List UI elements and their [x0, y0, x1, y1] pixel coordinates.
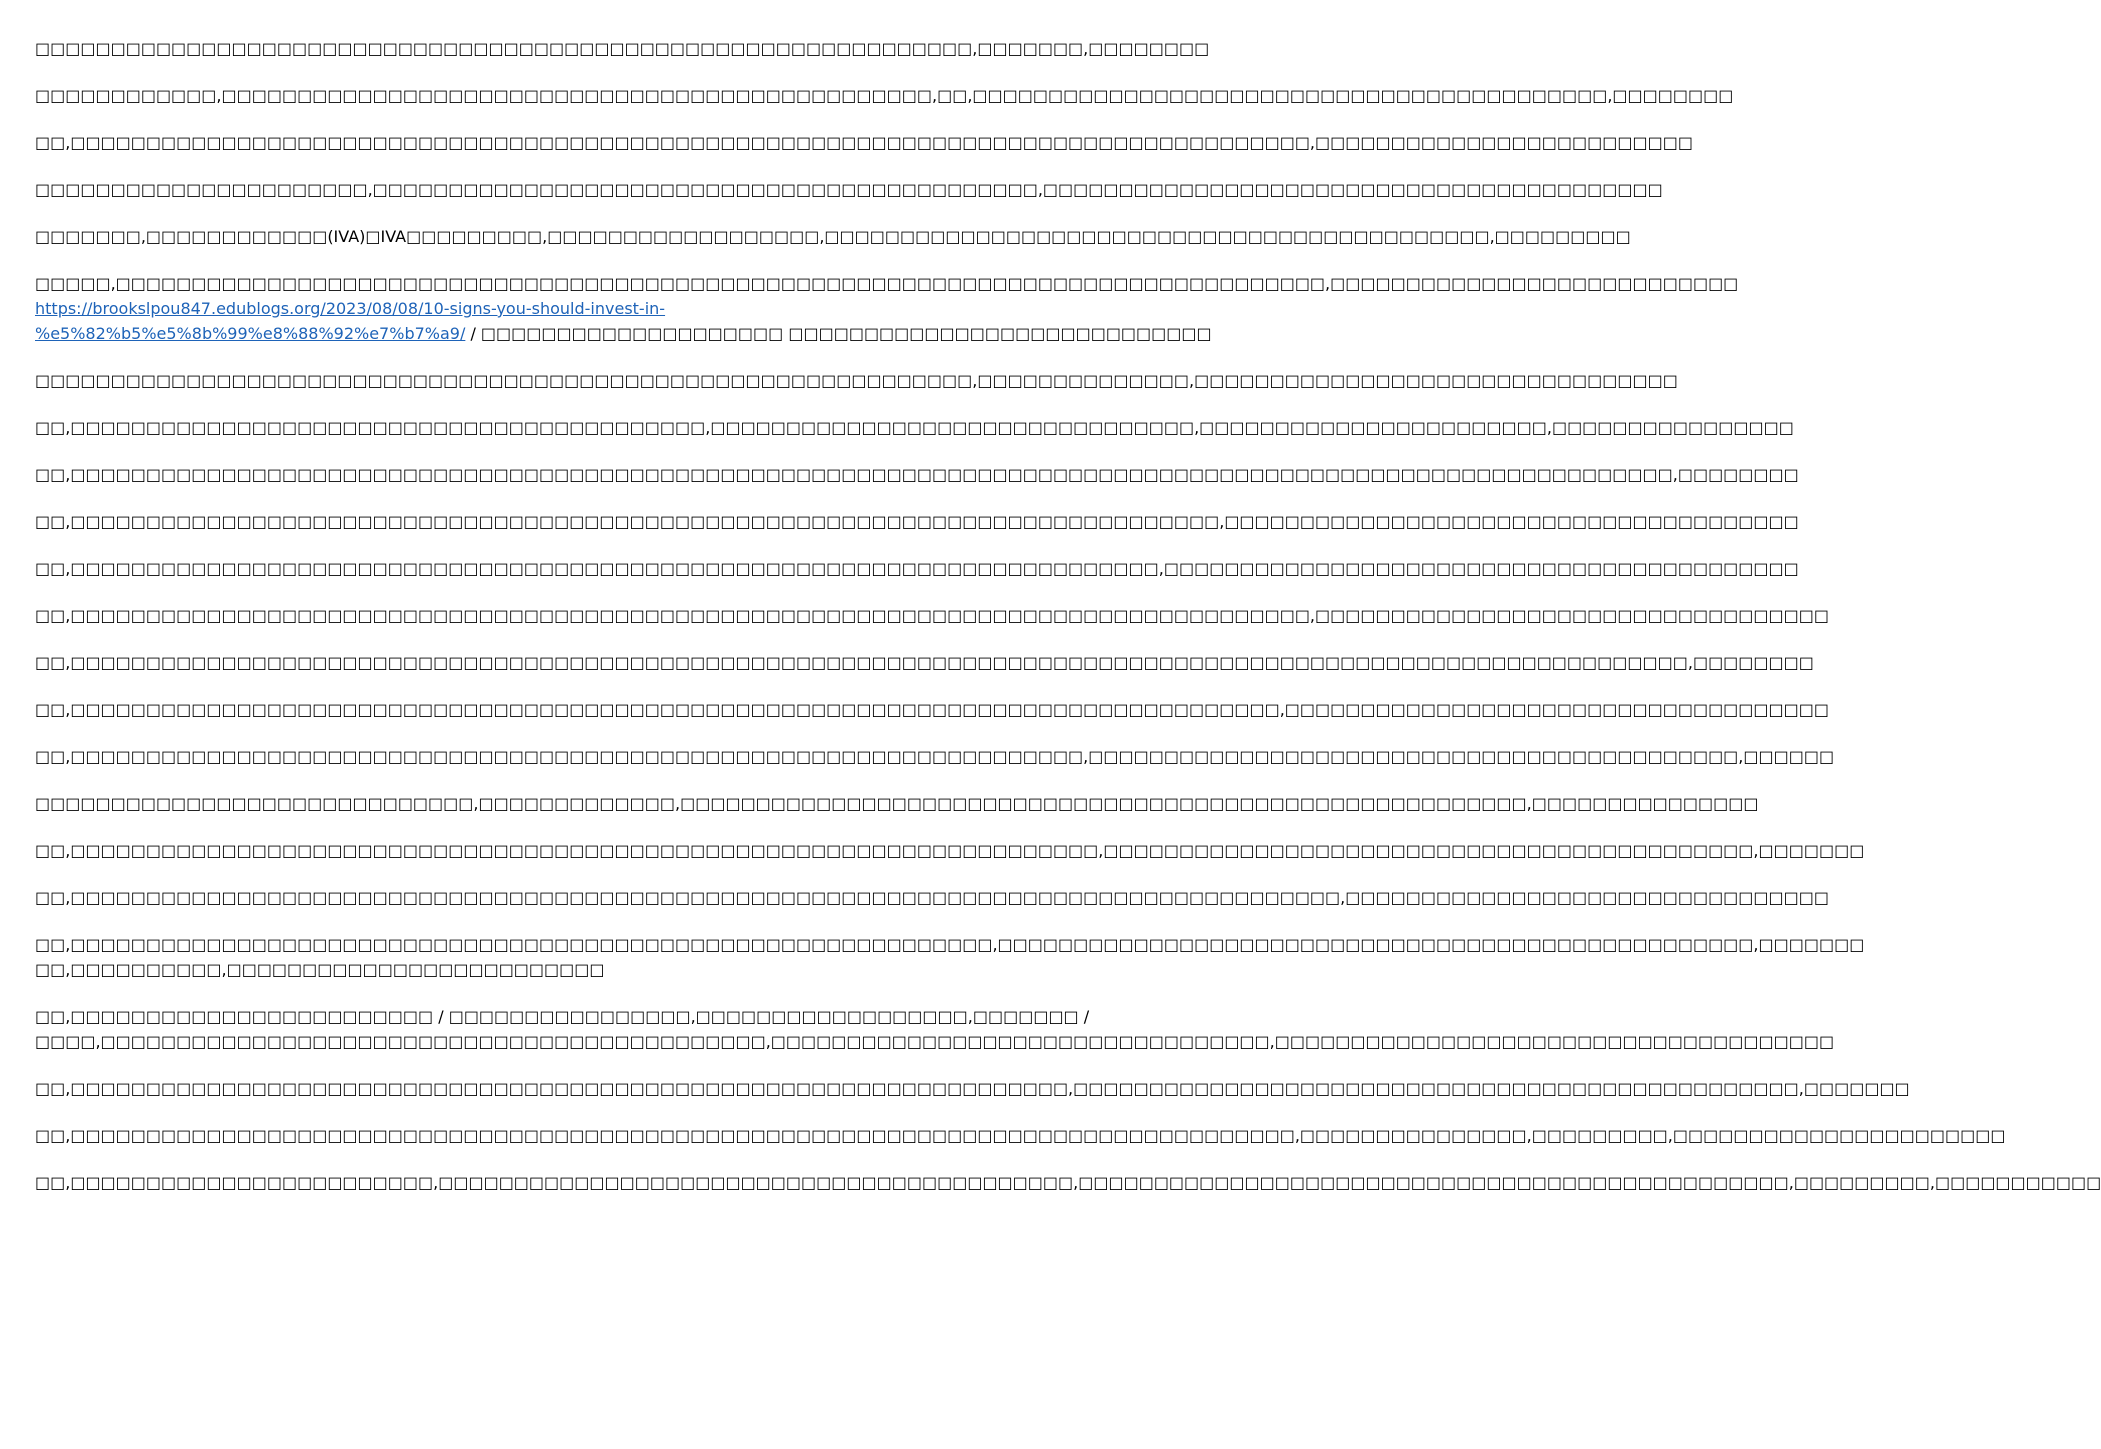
document-body: [35, 36, 2101, 1217]
paragraph-8: □□,□□□□□□□□□□□□□□□□□□□□□□□□□□□□□□□□□□□□□□□□□□,□□□□□□□□□□□□□□□□□□□□□□□□□□□□□□□□,□□□□□□□□□□□□□□□□□□□□□□□,□□□□□□□□□□□□□□□□: [35, 418, 1794, 437]
link-paragraph: [35, 271, 1739, 346]
article-link[interactable]: [35, 296, 990, 321]
paragraph-21: □□,□□□□□□□□□□□□□□□□□□□□□□□□□□□□□□□□□□□□□□□□□□□□□□□□□□□□□□□□□□□□□□□□□□,□□□□□□□□□□□□□□□□□□□□□□□□□□□□□□□□□□□□□□□□□□□□□□□□,□□□□□□□: [35, 1079, 1910, 1098]
paragraph-15: □□,□□□□□□□□□□□□□□□□□□□□□□□□□□□□□□□□□□□□□□□□□□□□□□□□□□□□□□□□□□□□□□□□□□□,□□□□□□□□□□□□□□□□□□□□□□□□□□□□□□□□□□□□□□□□□□□,□□□□□□: [35, 747, 1835, 766]
paragraph-12: □□,□□□□□□□□□□□□□□□□□□□□□□□□□□□□□□□□□□□□□□□□□□□□□□□□□□□□□□□□□□□□□□□□□□□□□□□□□□□□□□□□□□,□□□□□□□□□□□□□□□□□□□□□□□□□□□□□□□□□□: [35, 606, 1829, 625]
paragraph-9: □□,□□□□□□□□□□□□□□□□□□□□□□□□□□□□□□□□□□□□□□□□□□□□□□□□□□□□□□□□□□□□□□□□□□□□□□□□□□□□□□□□□□□□□□□□□□□□□□□□□□□□□□□□□□,□□□□□□□□: [35, 465, 1799, 484]
link-paragraph-prefix: □□□□□,□□□□□□□□□□□□□□□□□□□□□□□□□□□□□□□□□□□□□□□□□□□□□□□□□□□□□□□□□□□□□□□□□□□□□□□□□□□□□□□□,□□□□□□□□□□□□□□□□□□□□□□□□□□□: [35, 274, 1739, 293]
paragraph-10: □□,□□□□□□□□□□□□□□□□□□□□□□□□□□□□□□□□□□□□□□□□□□□□□□□□□□□□□□□□□□□□□□□□□□□□□□□□□□□□,□□□□□□□□□□□□□□□□□□□□□□□□□□□□□□□□□□□□□□: [35, 512, 1799, 531]
paragraph-16: □□□□□□□□□□□□□□□□□□□□□□□□□□□□□,□□□□□□□□□□□□□,□□□□□□□□□□□□□□□□□□□□□□□□□□□□□□□□□□□□□□□□□□□□□□□□□□□□□□□□,□□□□□□□□□□□□□□□: [35, 794, 1759, 813]
paragraph-3: □□,□□□□□□□□□□□□□□□□□□□□□□□□□□□□□□□□□□□□□□□□□□□□□□□□□□□□□□□□□□□□□□□□□□□□□□□□□□□□□□□□□□,□□□□□□□□□□□□□□□□□□□□□□□□□: [35, 133, 1693, 152]
article-link-line-1[interactable]: https://brookslpou847.edublogs.org/2023/08/08/10-signs-you-should-invest-in-: [35, 299, 666, 318]
paragraph-14: □□,□□□□□□□□□□□□□□□□□□□□□□□□□□□□□□□□□□□□□□□□□□□□□□□□□□□□□□□□□□□□□□□□□□□□□□□□□□□□□□□□,□□□□□□□□□□□□□□□□□□□□□□□□□□□□□□□□□□□□: [35, 700, 1829, 719]
paragraph-19-line-2: □□,□□□□□□□□□□,□□□□□□□□□□□□□□□□□□□□□□□□□: [35, 960, 605, 979]
paragraph-17: □□,□□□□□□□□□□□□□□□□□□□□□□□□□□□□□□□□□□□□□□□□□□□□□□□□□□□□□□□□□□□□□□□□□□□□,□□□□□□□□□□□□□□□□□□□□□□□□□□□□□□□□□□□□□□□□□□□,□□□□□□□: [35, 841, 1865, 860]
paragraph-7: □□□□□□□□□□□□□□□□□□□□□□□□□□□□□□□□□□□□□□□□□□□□□□□□□□□□□□□□□□□□□□,□□□□□□□□□□□□□□,□□□□□□□□□□□□□□□□□□□□□□□□□□□□□□□□: [35, 371, 1678, 390]
link-paragraph-tail: [35, 321, 1212, 346]
paragraph-18: □□,□□□□□□□□□□□□□□□□□□□□□□□□□□□□□□□□□□□□□□□□□□□□□□□□□□□□□□□□□□□□□□□□□□□□□□□□□□□□□□□□□□□□,□□□□□□□□□□□□□□□□□□□□□□□□□□□□□□□□: [35, 888, 1829, 907]
paragraph-20-line-2: □□□□,□□□□□□□□□□□□□□□□□□□□□□□□□□□□□□□□□□□□□□□□□□□□,□□□□□□□□□□□□□□□□□□□□□□□□□□□□□□□□□,□□□□□□□□□□□□□□□□□□□□□□□□□□□□□□□□□□□□□: [35, 1032, 1835, 1051]
paragraph-13: □□,□□□□□□□□□□□□□□□□□□□□□□□□□□□□□□□□□□□□□□□□□□□□□□□□□□□□□□□□□□□□□□□□□□□□□□□□□□□□□□□□□□□□□□□□□□□□□□□□□□□□□□□□□□□,□□□□□□□□: [35, 653, 1814, 672]
paragraph-19: [35, 932, 1865, 982]
article-link-continued[interactable]: %e5%82%b5%e5%8b%99%e8%88%92%e7%b7%a9/: [35, 324, 466, 343]
paragraph-22: □□,□□□□□□□□□□□□□□□□□□□□□□□□□□□□□□□□□□□□□□□□□□□□□□□□□□□□□□□□□□□□□□□□□□□□□□□□□□□□□□□□□,□□□□□□□□□□□□□□□,□□□□□□□□□,□□□□□□□□□□□□□□□□□□□□□□: [35, 1126, 2006, 1145]
paragraph-23: □□,□□□□□□□□□□□□□□□□□□□□□□□□,□□□□□□□□□□□□□□□□□□□□□□□□□□□□□□□□□□□□□□□□□□,□□□□□□□□□□□□□□□□□□□□□□□□□□□□□□□□□□□□□□□□□□□□□□□,□□□□□□□□□,□□□□□□□□□□□: [35, 1173, 2101, 1192]
paragraph-19-line-1: □□,□□□□□□□□□□□□□□□□□□□□□□□□□□□□□□□□□□□□□□□□□□□□□□□□□□□□□□□□□□□□□,□□□□□□□□□□□□□□□□□□□□□□□□□□□□□□□□□□□□□□□□□□□□□□□□□□,□□□□□□□: [35, 935, 1865, 954]
paragraph-11: □□,□□□□□□□□□□□□□□□□□□□□□□□□□□□□□□□□□□□□□□□□□□□□□□□□□□□□□□□□□□□□□□□□□□□□□□□□,□□□□□□□□□□□□□□□□□□□□□□□□□□□□□□□□□□□□□□□□□□: [35, 559, 1799, 578]
paragraph-5: □□□□□□□,□□□□□□□□□□□□(IVA)□IVA□□□□□□□□□,□□□□□□□□□□□□□□□□□□,□□□□□□□□□□□□□□□□□□□□□□□□□□□□□□□□□□□□□□□□□□□□,□□□□□□□□□: [35, 227, 1631, 246]
paragraph-2: □□□□□□□□□□□□,□□□□□□□□□□□□□□□□□□□□□□□□□□□□□□□□□□□□□□□□□□□□□□□,□□,□□□□□□□□□□□□□□□□□□□□□□□□□□□□□□□□□□□□□□□□□□,□□□□□□□□: [35, 86, 1734, 105]
paragraph-4: □□□□□□□□□□□□□□□□□□□□□□,□□□□□□□□□□□□□□□□□□□□□□□□□□□□□□□□□□□□□□□□□□□□,□□□□□□□□□□□□□□□□□□□□□□□□□□□□□□□□□□□□□□□□□: [35, 180, 1663, 199]
paragraph-20: [35, 1004, 1835, 1054]
paragraph-1: □□□□□□□□□□□□□□□□□□□□□□□□□□□□□□□□□□□□□□□□□□□□□□□□□□□□□□□□□□□□□□,□□□□□□□,□□□□□□□□: [35, 39, 1210, 58]
link-paragraph-suffix: / □□□□□□□□□□□□□□□□□□□□ □□□□□□□□□□□□□□□□□□□□□□□□□□□□: [465, 324, 1212, 343]
paragraph-20-line-1: □□,□□□□□□□□□□□□□□□□□□□□□□□□ / □□□□□□□□□□□□□□□□,□□□□□□□□□□□□□□□□□□,□□□□□□□ /: [35, 1007, 1090, 1026]
